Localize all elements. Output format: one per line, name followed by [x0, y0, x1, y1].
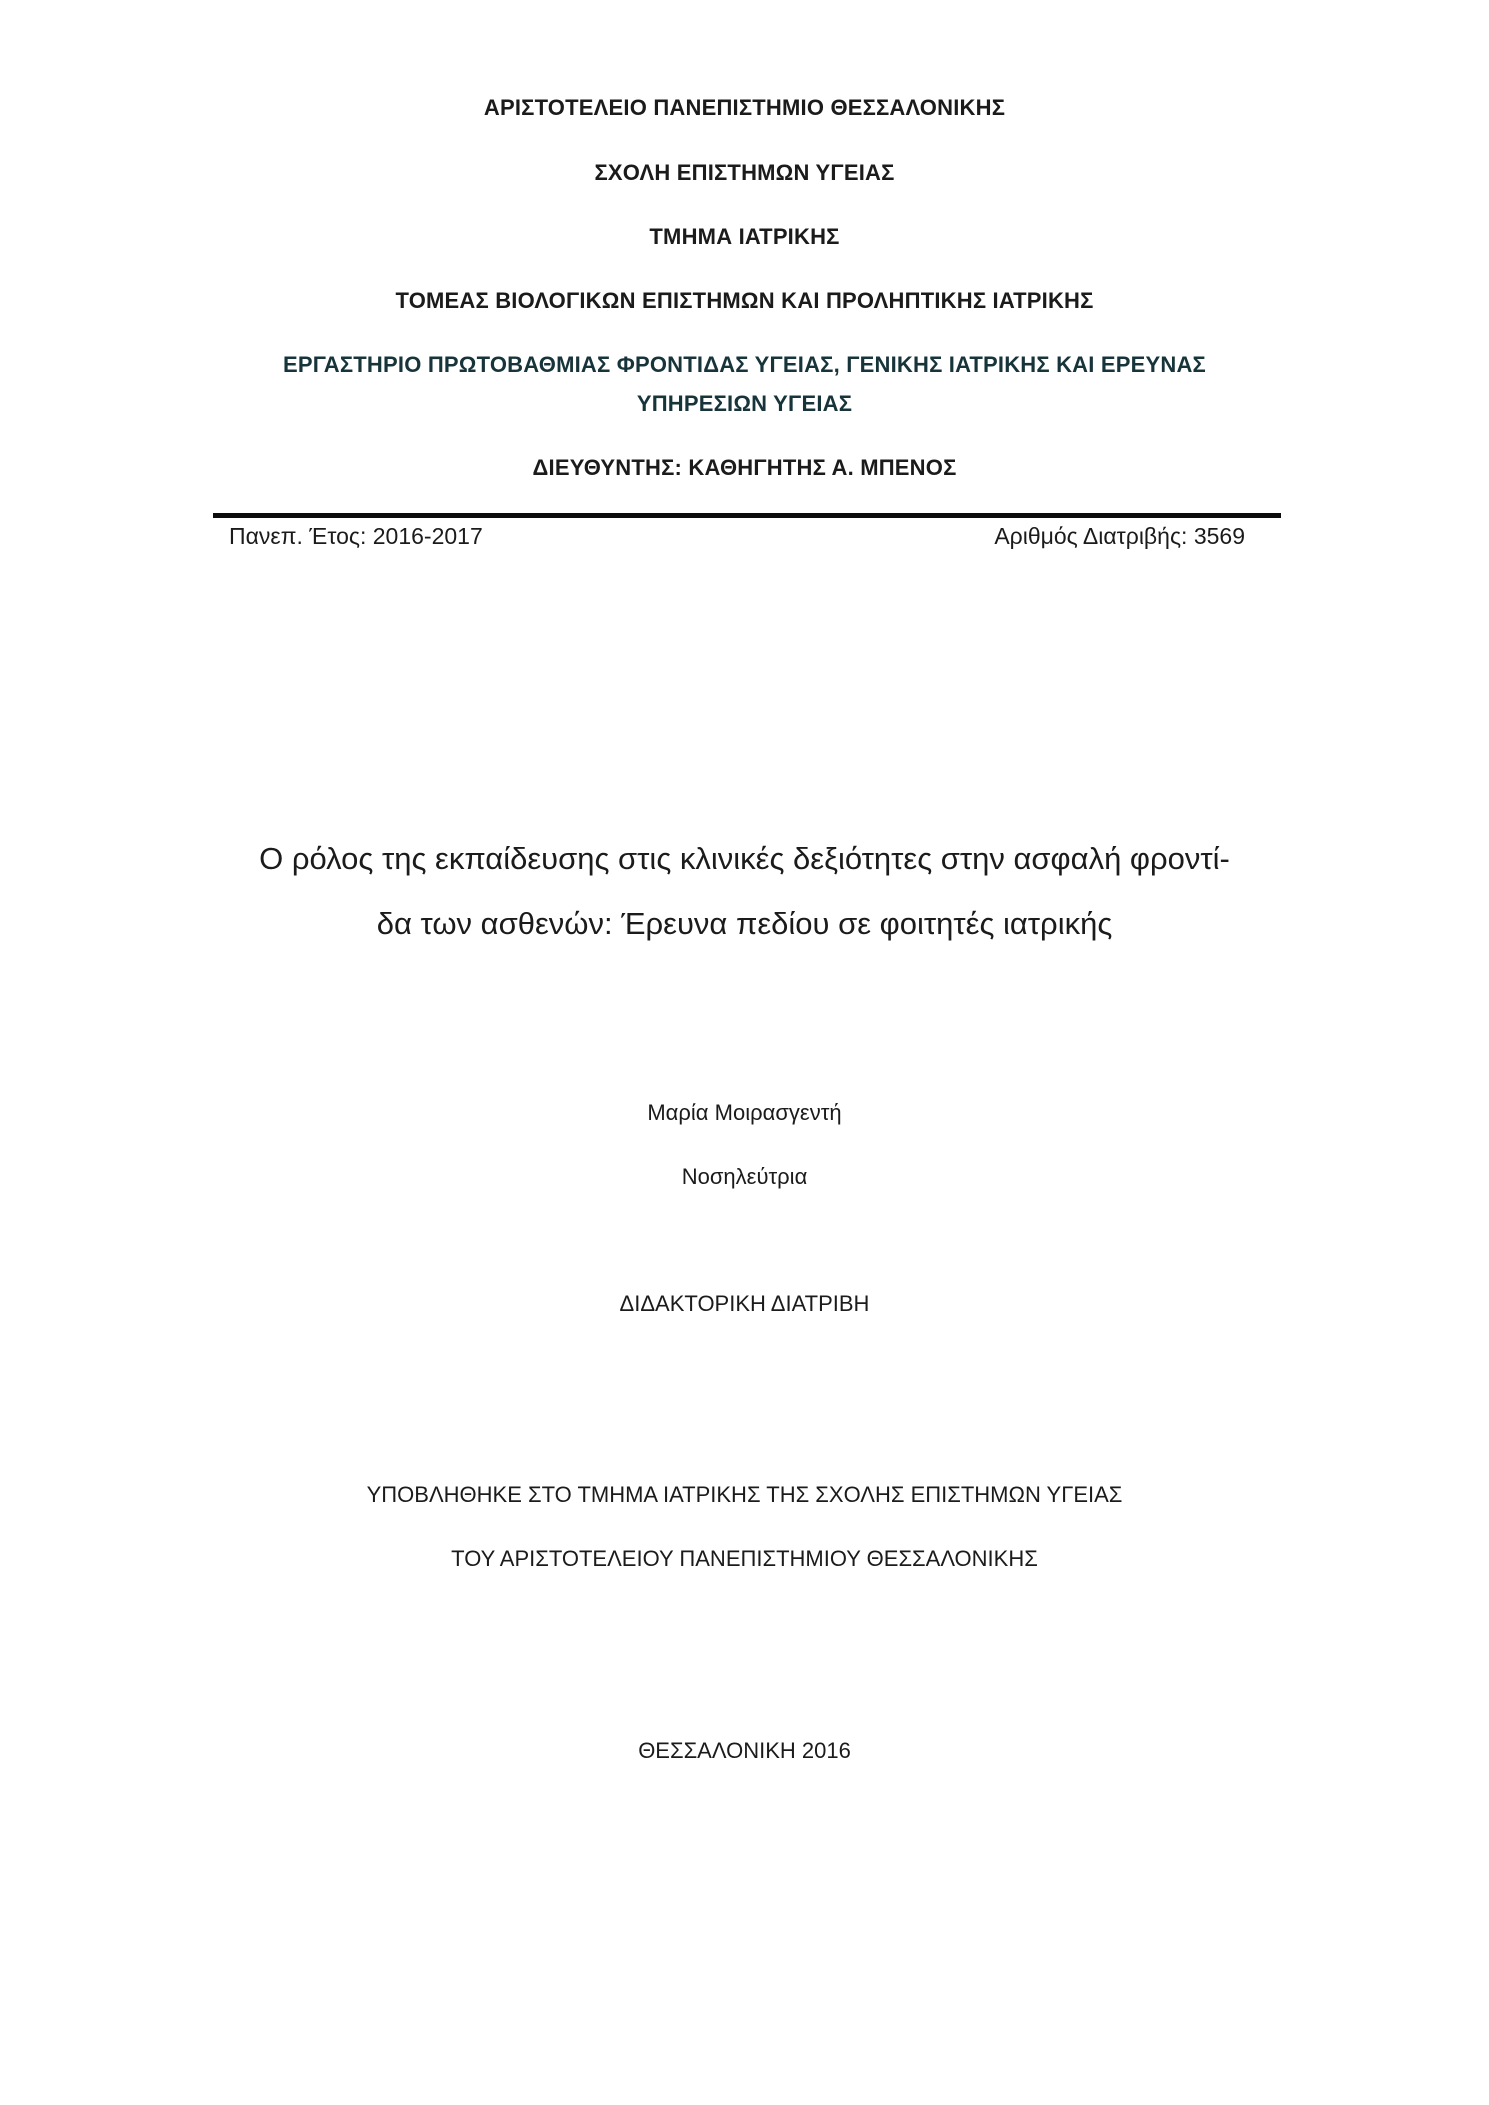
academic-year: Πανεπ. Έτος: 2016-2017 [229, 523, 483, 549]
department-name: ΤΜΗΜΑ ΙΑΤΡΙΚΗΣ [649, 224, 840, 249]
thesis-title-line2: δα των ασθενών: Έρευνα πεδίου σε φοιτητές ιατρικής [376, 906, 1113, 941]
header-divider [213, 513, 1281, 518]
place-and-year: ΘΕΣΣΑΛΟΝΙΚΗ 2016 [638, 1738, 851, 1763]
director-name: ΔΙΕΥΘΥΝΤΗΣ: ΚΑΘΗΓΗΤΗΣ Α. ΜΠΕΝΟΣ [532, 455, 957, 480]
author-profession: Νοσηλεύτρια [681, 1164, 808, 1189]
submission-line1: ΥΠΟΒΛΗΘΗΚΕ ΣΤΟ ΤΜΗΜΑ ΙΑΤΡΙΚΗΣ ΤΗΣ ΣΧΟΛΗΣ ΕΠΙΣΤΗΜΩΝ ΥΓΕΙΑΣ [366, 1482, 1123, 1507]
author-name: Μαρία Μοιρασγεντή [647, 1100, 842, 1125]
university-name: ΑΡΙΣΤΟΤΕΛΕΙΟ ΠΑΝΕΠΙΣΤΗΜΙΟ ΘΕΣΣΑΛΟΝΙΚΗΣ [483, 95, 1006, 120]
laboratory-name-line2: ΥΠΗΡΕΣΙΩΝ ΥΓΕΙΑΣ [636, 391, 853, 416]
sector-name: ΤΟΜΕΑΣ ΒΙΟΛΟΓΙΚΩΝ ΕΠΙΣΤΗΜΩΝ ΚΑΙ ΠΡΟΛΗΠΤΙΚΗΣ ΙΑΤΡΙΚΗΣ [395, 288, 1094, 313]
laboratory-name-line1: ΕΡΓΑΣΤΗΡΙΟ ΠΡΩΤΟΒΑΘΜΙΑΣ ΦΡΟΝΤΙΔΑΣ ΥΓΕΙΑΣ, ΓΕΝΙΚΗΣ ΙΑΤΡΙΚΗΣ ΚΑΙ ΕΡΕΥΝΑΣ [283, 352, 1206, 377]
document-type: ΔΙΔΑΚΤΟΡΙΚΗ ΔΙΑΤΡΙΒΗ [619, 1291, 870, 1316]
thesis-title-line1: Ο ρόλος της εκπαίδευσης στις κλινικές δεξιότητες στην ασφαλή φροντί- [259, 841, 1230, 876]
submission-line2: ΤΟΥ ΑΡΙΣΤΟΤΕΛΕΙΟΥ ΠΑΝΕΠΙΣΤΗΜΙΟΥ ΘΕΣΣΑΛΟΝΙΚΗΣ [451, 1546, 1038, 1571]
dissertation-number: Αριθμός Διατριβής: 3569 [994, 523, 1245, 549]
school-name: ΣΧΟΛΗ ΕΠΙΣΤΗΜΩΝ ΥΓΕΙΑΣ [594, 160, 895, 185]
